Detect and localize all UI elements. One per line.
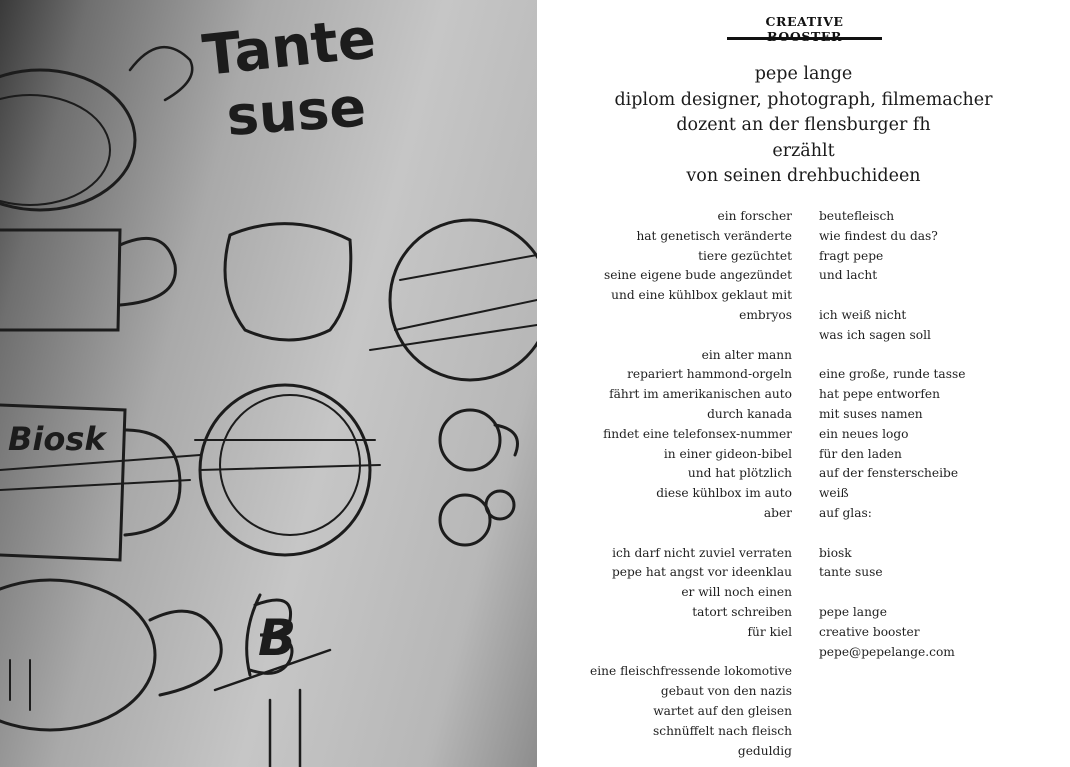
poem-line: eine große, runde tasse	[819, 367, 966, 382]
poem-line: seine eigene bude angezündet	[603, 268, 792, 283]
poem-line: tiere gezüchtet	[698, 248, 792, 263]
intro-line: pepe lange	[754, 64, 853, 84]
poem-line: für den laden	[819, 446, 902, 461]
kicker-underline	[727, 37, 882, 40]
poem-line: ich weiß nicht	[819, 307, 907, 322]
poem-line	[819, 524, 1059, 544]
poem-line	[552, 326, 792, 346]
small-cup-sketch-2	[440, 495, 490, 545]
poem-line: creative booster	[819, 624, 920, 639]
poem-line: und eine kühlbox geklaut mit	[611, 288, 792, 303]
poem-line: mit suses namen	[819, 406, 923, 421]
poem-line: in einer gideon-bibel	[663, 446, 792, 461]
intro-line: von seinen drehbuchideen	[686, 166, 921, 186]
poem-line: für kiel	[747, 624, 792, 639]
poem-right-column	[819, 207, 1059, 662]
poem-line: aber	[763, 505, 792, 520]
poem-line: ein neues logo	[819, 426, 909, 441]
section-kicker: CREATIVE	[765, 14, 844, 29]
poem-line: durch kanada	[707, 406, 792, 421]
circle-sketch-1	[390, 220, 537, 380]
poem-line: ein forscher	[717, 209, 792, 223]
poem-line: beutefleisch	[819, 209, 895, 223]
poem-line: wartet auf den gleisen	[653, 703, 792, 718]
poem-line: auf glas:	[819, 505, 872, 520]
email-link[interactable]: pepe@pepelange.com	[819, 644, 955, 659]
poem-line: pepe hat angst vor ideenklau	[611, 565, 792, 580]
poem-line: was ich sagen soll	[819, 327, 931, 342]
poem-line: diese kühlbox im auto	[656, 486, 792, 501]
poem-line: tante suse	[819, 565, 883, 580]
small-cup-sketch-1	[440, 410, 500, 470]
poem-line: auf der fensterscheibe	[819, 466, 959, 481]
poem-line: gebaut von den nazis	[660, 684, 792, 699]
poem-line: wie findest du das?	[819, 228, 938, 243]
sketch-word-suse: suse	[224, 75, 368, 148]
poem-line: geduldig	[737, 743, 792, 758]
mug-sketch-1	[0, 230, 120, 330]
poem-line: schnüffelt nach fleisch	[652, 723, 792, 738]
poem-line: ich darf nicht zuviel verraten	[612, 545, 792, 560]
intro-line: diplom designer, photograph, filmemacher	[614, 89, 993, 110]
poem-line: er will noch einen	[681, 585, 792, 600]
poem-line: embryos	[739, 307, 792, 322]
poem-line: hat pepe entworfen	[819, 387, 940, 402]
poem-line	[819, 346, 1059, 366]
intro-block	[567, 62, 1040, 190]
poem-line: und lacht	[819, 268, 878, 283]
poem-line: repariert hammond-orgeln	[627, 367, 792, 382]
poem-line: weiß	[819, 486, 849, 501]
poem-line: ein alter mann	[701, 347, 792, 362]
sketch-word-tante: Tante	[199, 6, 379, 89]
poem-line: eine fleischfressende lokomotive	[590, 664, 792, 679]
poem-line	[552, 524, 792, 544]
poem-line: biosk	[819, 545, 852, 560]
poem-line: und hat plötzlich	[687, 466, 792, 481]
poem-line: pepe lange	[819, 604, 887, 619]
poem-line: findet eine telefonsex-nummer	[603, 426, 792, 441]
article-text-panel	[537, 0, 1070, 767]
poem-line	[552, 643, 792, 663]
sketch-word-biosk: Biosk	[8, 420, 106, 458]
poem-line: tatort schreiben	[692, 604, 792, 619]
poem-line	[819, 583, 1059, 603]
cup-sketch-bottom	[0, 580, 155, 730]
intro-line: erzählt	[772, 140, 835, 161]
poem-line: hat genetisch veränderte	[636, 228, 792, 243]
shield-logo-sketch	[225, 224, 351, 340]
poem-line: fragt pepe	[819, 248, 884, 263]
intro-line: dozent an der flensburger fh	[676, 115, 931, 135]
poem-left-column	[552, 207, 792, 761]
poem-line	[819, 286, 1059, 306]
sketch-letter-b: B	[258, 609, 297, 667]
poem-line: fährt im amerikanischen auto	[609, 387, 792, 402]
cup-sketch-1	[0, 70, 135, 210]
